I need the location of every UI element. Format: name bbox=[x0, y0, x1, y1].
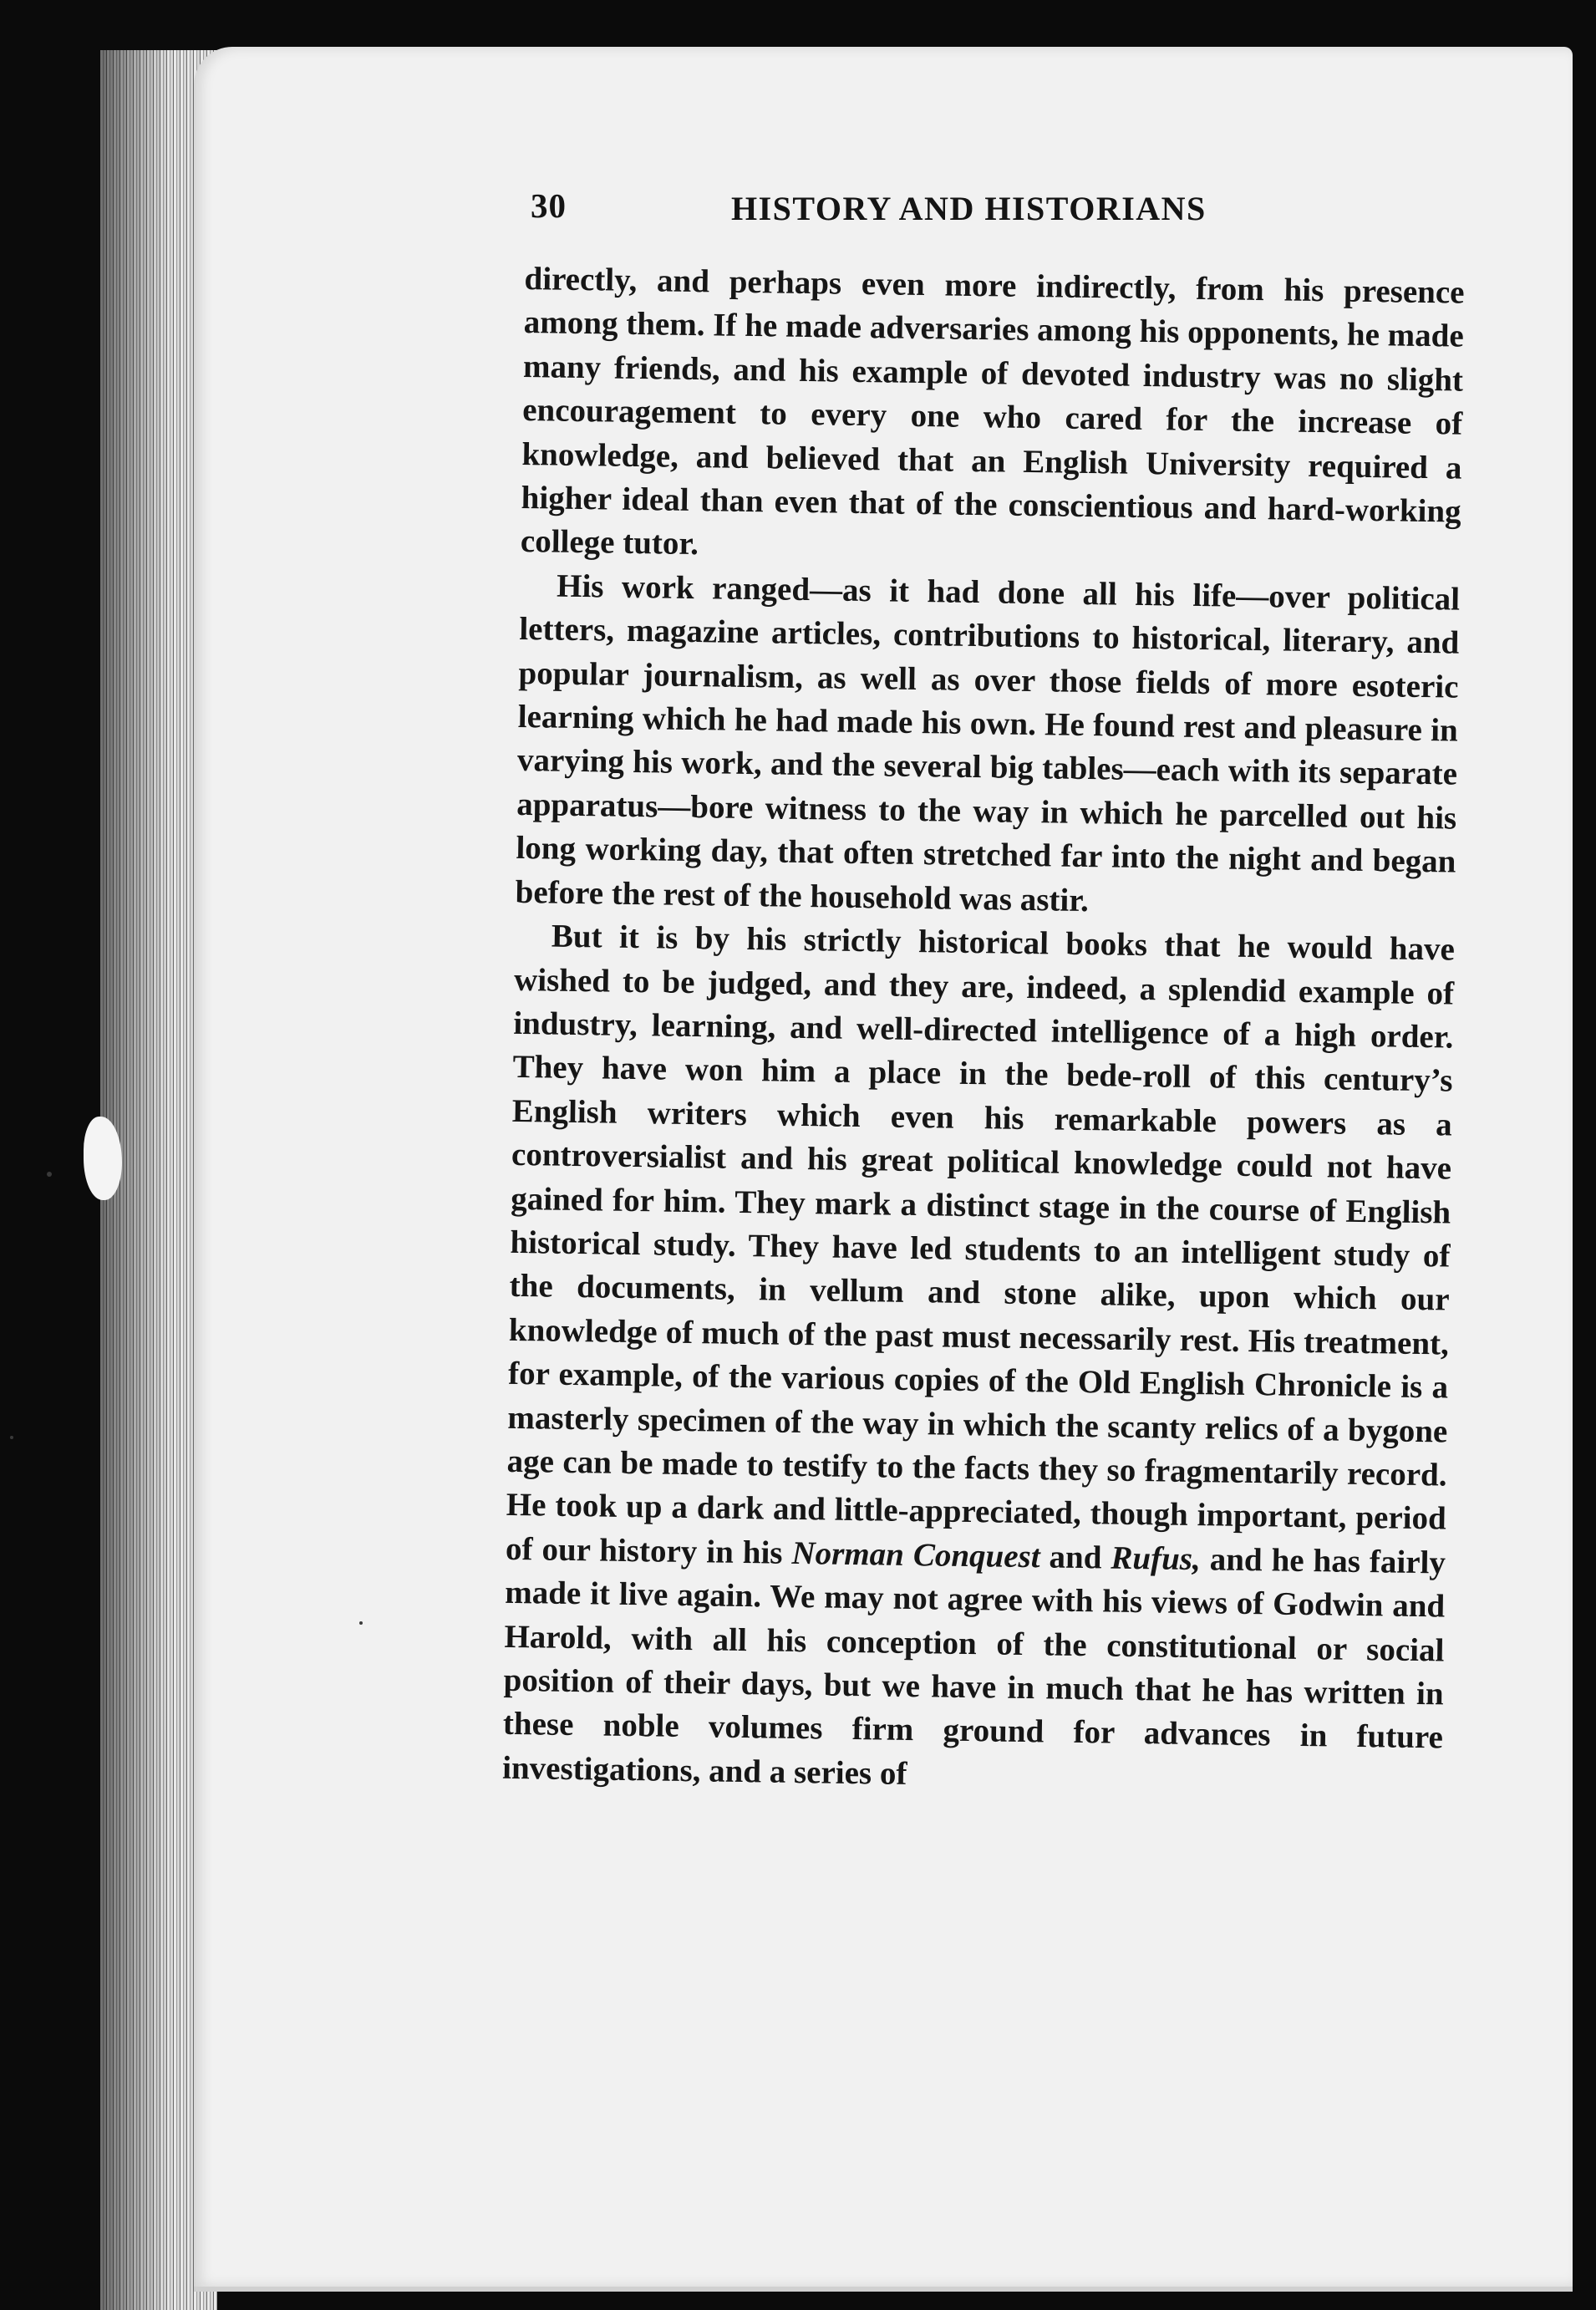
text-run: directly, and perhaps even more indirectly, from his presence among them. If he made adversaries among his opponents, he made many friends, and his example of devoted industry was no slight encouragement to every one who cared for the increase of knowledge, and believed that an English University required a higher ideal than even that of the conscientious and hard-working college tutor. bbox=[520, 260, 1465, 562]
paragraph bbox=[521, 257, 1465, 578]
body-text bbox=[502, 257, 1465, 1804]
paragraph bbox=[515, 564, 1460, 929]
page-header bbox=[531, 186, 1458, 244]
scan-speck bbox=[47, 1172, 52, 1177]
text-run: and he has fairly made it live again. We may not agree with his views of Godwin and Harold, with all his conception of the constitutional or social position of their days, but we have in much that he has written in these noble volumes firm ground for advances in future investigations, and a series of bbox=[501, 1540, 1446, 1792]
text-run: But it is by his strictly historical books that he would have wished to be judged, and they are, indeed, a splendid example of industry, learning, and well-directed intelligence of a high order. They have won him a place in the bede-roll of this century’s English writers which even his remarkable powers as a controversialist and his great political knowledge could not have gained for him. They mark a distinct stage in the course of English historical study. They have led students to an intelligent study of the documents, in vellum and stone alike, upon which our knowledge of much of the past must necessarily rest. His treatment, for example, of the various copies of the Old English Chronicle is a masterly specimen of the way in which the scanty relics of a bygone age can be made to testify to the facts they so fragmentarily record. He took up a dark and little-appreciated, though important, period of our history in his bbox=[505, 918, 1456, 1571]
text-run: and bbox=[1039, 1539, 1111, 1576]
scan-speck bbox=[10, 1436, 13, 1439]
italic-title: Rufus, bbox=[1111, 1539, 1202, 1577]
running-head: HISTORY AND HISTORIANS bbox=[731, 190, 1207, 227]
scan-speck bbox=[359, 1621, 363, 1625]
italic-title: Norman Conquest bbox=[791, 1534, 1040, 1575]
page-number: 30 bbox=[531, 186, 567, 225]
page-bottom-edge bbox=[194, 2287, 1573, 2292]
paragraph bbox=[502, 914, 1455, 1804]
text-run: His work ranged—as it had done all his life—over political letters, magazine articles, contributions to historical, literary, and popular journalism, as well as over those fields of more esoteric learning which he had made his own. He found rest and pleasure in varying his work, and the several big tables—each with its separate apparatus—bore witness to the way in which he parcelled out his long working day, that often stretched far into the night and began before the rest of the household was astir. bbox=[515, 567, 1461, 918]
